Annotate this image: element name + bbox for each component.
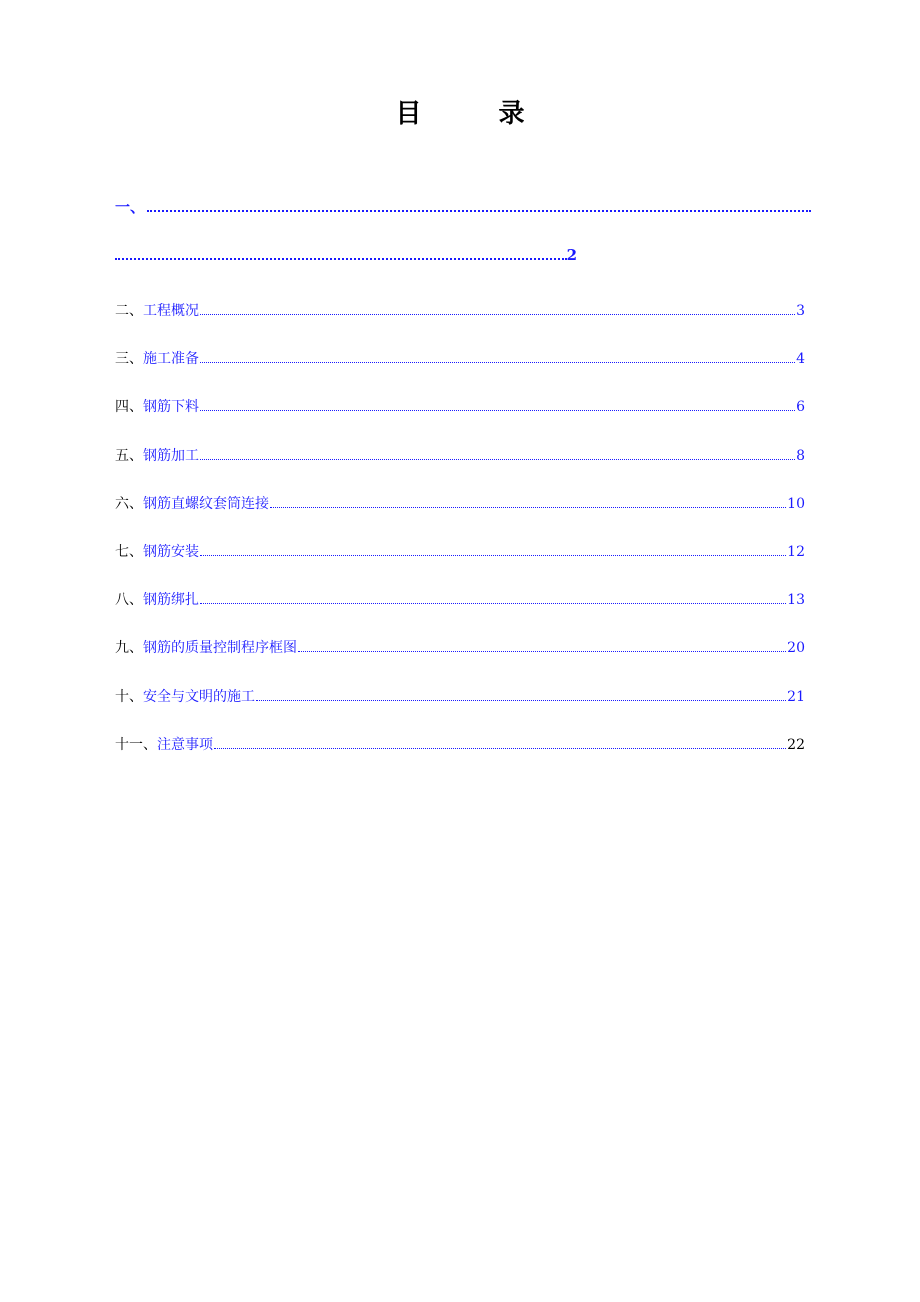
toc-leader-dots <box>200 602 786 604</box>
toc-entry-number: 六、 <box>115 495 143 512</box>
toc-entry-zhiluowen-taotong[interactable] <box>115 489 805 537</box>
toc-entry-number: 七、 <box>115 543 143 560</box>
toc-list <box>115 296 805 778</box>
toc-entry-zhuyi-shixiang[interactable] <box>115 730 805 778</box>
toc-entry-number: 八、 <box>115 592 143 609</box>
toc-entry-page[interactable]: 10 <box>787 495 805 512</box>
toc-entry-page[interactable]: 12 <box>787 543 805 560</box>
toc-entry-page[interactable]: 8 <box>796 447 805 464</box>
toc-leader-dots <box>200 554 786 556</box>
toc-leader-dots <box>270 506 786 508</box>
toc-entry-number: 九、 <box>115 640 143 657</box>
toc-entry-page[interactable]: 22 <box>787 736 805 753</box>
toc-entry-label[interactable]: 安全与文明的施工 <box>143 688 255 705</box>
toc-leader-dots <box>147 209 811 212</box>
toc-entry-first-page[interactable]: 2 <box>566 246 577 264</box>
toc-leader-dots <box>115 257 567 260</box>
toc-title: 目 录 <box>395 99 559 129</box>
toc-entry-number: 十、 <box>115 688 143 705</box>
toc-leader-dots <box>256 699 786 701</box>
toc-entry-page[interactable]: 13 <box>787 592 805 609</box>
toc-entry-label[interactable]: 钢筋的质量控制程序框图 <box>143 640 297 657</box>
toc-leader-dots <box>200 458 795 460</box>
toc-entry-number: 二、 <box>115 303 143 319</box>
toc-leader-dots <box>200 361 795 363</box>
toc-entry-shigong-zhunbei[interactable] <box>115 344 805 392</box>
toc-entry-gangjin-xialiao[interactable] <box>115 392 805 440</box>
toc-entry-label[interactable]: 钢筋加工 <box>143 447 199 464</box>
toc-entry-number: 十一、 <box>115 736 157 753</box>
toc-entry-label[interactable]: 注意事项 <box>157 736 213 753</box>
toc-entry-gangjin-anzhuang[interactable] <box>115 537 805 585</box>
toc-entry-gangjin-bangza[interactable] <box>115 585 805 633</box>
toc-entry-label[interactable]: 钢筋下料 <box>143 399 199 416</box>
toc-entry-page[interactable]: 4 <box>796 351 805 368</box>
toc-entry-first[interactable] <box>115 192 811 270</box>
toc-entry-number: 三、 <box>115 351 143 368</box>
toc-entry-zhiliang-kongzhi[interactable] <box>115 633 805 681</box>
toc-entry-gangjin-jiagong[interactable] <box>115 441 805 489</box>
toc-entry-label[interactable]: 工程概况 <box>143 303 199 319</box>
toc-entry-page[interactable]: 20 <box>787 640 805 657</box>
toc-entry-page[interactable]: 6 <box>796 399 805 416</box>
toc-entry-label[interactable]: 钢筋绑扎 <box>143 592 199 609</box>
toc-leader-dots <box>200 313 795 315</box>
toc-entry-number: 五、 <box>115 447 143 464</box>
toc-leader-dots <box>298 650 786 652</box>
toc-leader-dots <box>200 409 795 411</box>
toc-entry-page[interactable]: 21 <box>787 688 805 705</box>
toc-entry-label[interactable]: 施工准备 <box>143 351 199 368</box>
toc-entry-gongcheng-gaikuang[interactable] <box>115 296 805 344</box>
toc-leader-dots <box>214 747 786 749</box>
toc-entry-label[interactable]: 钢筋直螺纹套筒连接 <box>143 495 269 512</box>
toc-entry-label[interactable]: 钢筋安装 <box>143 543 199 560</box>
toc-entry-first-number[interactable]: 一、 <box>115 198 146 216</box>
toc-entry-page[interactable]: 3 <box>796 303 805 319</box>
toc-entry-anquan-wenming[interactable] <box>115 682 805 730</box>
toc-entry-number: 四、 <box>115 399 143 416</box>
